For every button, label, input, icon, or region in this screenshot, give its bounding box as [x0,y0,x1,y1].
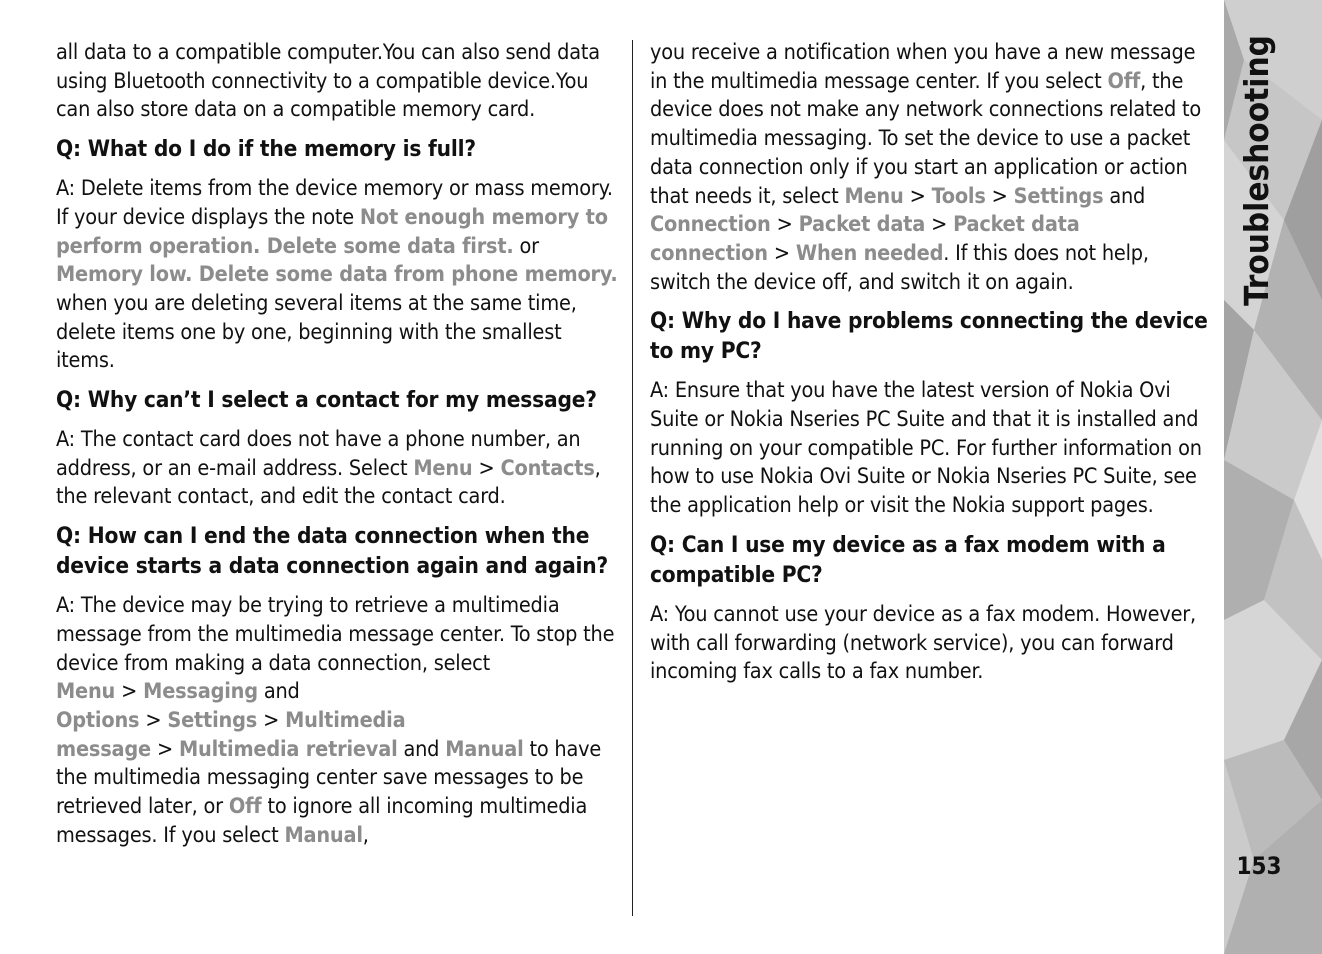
answer-fax-modem: A: You cannot use your device as a fax modem. However, with call forwarding (network service), you can forward incoming fax calls to a fax number. [650,601,1196,685]
path-separator: > [478,455,495,481]
menu-path-tools: Tools [931,183,986,209]
note-memory-low: Memory low. Delete some data from phone memory. [56,262,618,288]
path-separator: > [121,679,138,705]
menu-path-menu: Menu [413,455,473,481]
path-separator: > [145,707,162,733]
option-off: Off [228,794,262,820]
answer-connecting-pc: A: Ensure that you have the latest version of Nokia Ovi Suite or Nokia Nseries PC Suite and that it is installed and running on your compatible PC. For further information on how to use Nokia Ovi Suite or Nokia Nseries PC Suite, see the application help or visit the Nokia support pages. [650,378,1202,519]
menu-path-contacts: Contacts [500,455,595,481]
path-separator: > [776,212,793,238]
option-off: Off [1107,68,1141,94]
question-end-data-connection: Q: How can I end the data connection when the device starts a data connection again and again? [56,523,609,580]
path-separator: > [773,240,790,266]
question-memory-full: Q: What do I do if the memory is full? [56,136,476,163]
option-manual: Manual [284,822,363,848]
answer-select-contact: A: The contact card does not have a phone number, an address, or an e-mail address. Select Menu > Contacts, the relevant contact, and edit the contact card. [56,427,601,510]
intro-paragraph: all data to a compatible computer.You can also send data using Bluetooth connectivity to a compatible device.You can also store data on a compatible memory card. [56,40,600,123]
question-connecting-pc: Q: Why do I have problems connecting the device to my PC? [650,308,1208,365]
menu-path-settings: Settings [167,707,258,733]
path-separator: > [931,212,948,238]
chapter-title-text: Troubleshooting [1236,34,1276,306]
menu-path-menu: Menu [56,679,116,705]
menu-path-multimedia-message: Multimedia message [56,707,406,762]
right-column [650,39,1212,687]
answer-end-data-connection: A: The device may be trying to retrieve a multimedia message from the multimedia message center. To stop the device from making a data connection, select Menu > Messaging and Options > Settings > Multimedia message > Multimedia retrieval and Manual to have the multimedia messaging center save messages to be retrieved later, or Off to ignore all incoming multimedia messages. If you select Manual, [56,593,615,848]
question-select-contact: Q: Why can’t I select a contact for my message? [56,387,597,414]
menu-path-packet-data-connection: Packet data connection [650,212,1080,266]
menu-path-options: Options [56,707,140,733]
option-when-needed: When needed [795,240,944,266]
question-fax-modem: Q: Can I use my device as a fax modem with a compatible PC? [650,531,1166,588]
answer-memory-full: A: Delete items from the device memory or mass memory. If your device displays the note Not enough memory to perform operation. Delete some data first. or Memory low. Delete some data from phone memory. when you are deleting several items at the same time, delete items one by one, beginning with the smallest items. [56,176,618,374]
page-number: 153 [1236,852,1282,880]
menu-path-connection: Connection [650,212,771,238]
option-manual: Manual [445,736,524,762]
answer-continued: you receive a notification when you have a new message in the multimedia message center. If you select Off, the device does not make any network connections related to multimedia messaging. To set the device to use a packet data connection only if you start an application or action that needs it, select Menu > Tools > Settings and Connection > Packet data > Packet data connection > When needed. If this does not help, switch the device off, and switch it on again. [650,40,1202,295]
path-separator: > [263,707,280,733]
chapter-title [1226,30,1286,310]
path-separator: > [991,183,1008,209]
path-separator: > [156,736,173,762]
left-column [56,39,622,850]
menu-path-messaging: Messaging [143,679,258,705]
menu-path-multimedia-retrieval: Multimedia retrieval [178,736,398,762]
menu-path-packet-data: Packet data [798,212,926,238]
note-not-enough-memory: Not enough memory to perform operation. Delete some data first. [56,204,608,259]
menu-path-settings: Settings [1013,183,1104,209]
menu-path-menu: Menu [844,183,904,209]
path-separator: > [909,183,926,209]
column-divider [632,40,633,916]
